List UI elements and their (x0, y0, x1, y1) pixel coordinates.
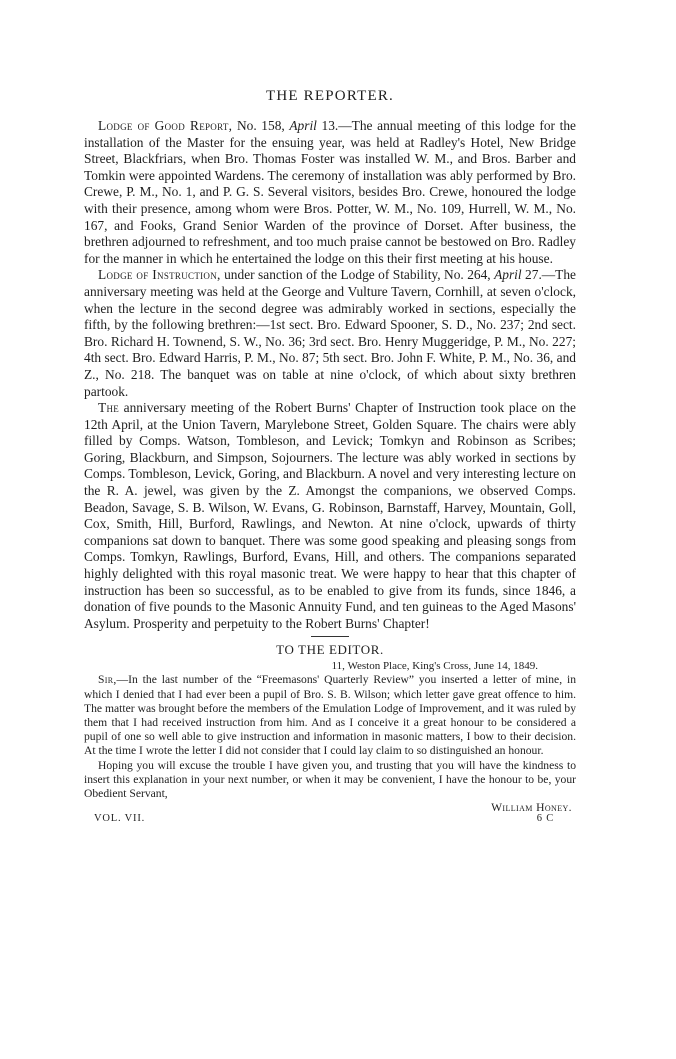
letter-heading: TO THE EDITOR. (276, 642, 384, 658)
volume-number: VOL. VII. (94, 813, 146, 825)
article-lead: The (98, 400, 120, 416)
signature-mark: 6 C (536, 813, 554, 825)
letter-text: —In the last number of the “Freemasons' Quarterly Review” you inserted a letter of mine, in which I denied that I had ever been a pupil of Bro. S. B. Wilson; which letter gave great offence to him. The matter was brought before the members of the Emulation Lodge of Improvement, and it was ruled by them that I had received instruction from him. And as I conceive it a great honour to be considered a pupil of one so well able to give instruction and information in masonic matters, I bow to their decision. At the time I wrote the letter I did not consider that I could lay claim to so distinguished an honour. (84, 673, 576, 758)
letter-paragraph (84, 673, 576, 758)
letter-paragraph: Hoping you will excuse the trouble I have given you, and trusting that you will have the kindness to insert this explanation in your next number, or when it may be convenient, I have the honour to be, your Obedient Servant, (84, 758, 576, 801)
article-text: No. 158, (232, 118, 290, 133)
page (84, 88, 576, 827)
article-lodge-of-good-report (84, 118, 576, 267)
section-divider (311, 636, 349, 637)
article-lead: Lodge of Instruction, (98, 267, 221, 283)
article-date: April (289, 118, 317, 133)
running-head: THE REPORTER. (265, 88, 395, 104)
article-text: anniversary meeting of the Robert Burns' Chapter of Instruction took place on the 12th April, at the Union Tavern, Marylebone Street, Golden Square. The chairs were ably filled by Comps. Watson, Tombleson, and Levick; Tomkyn and Robinson as Scribes; Goring, Blackburn, and Simpson, Sojourners. The lecture was ably worked in sections by Comps. Tombleson, Levick, Goring, and Blackburn. A novel and very interesting lecture on the R. A. jewel, was given by the Z. Amongst the companions, we observed Comps. Beadon, Savage, S. B. Wilson, W. Evans, G. Robinson, Barnstaff, Harvey, Mountain, Goll, Cox, Smith, Hill, Burford, Rawlings, and Newton. At nine o'clock, upwards of thirty companions sat down to banquet. There was some good speaking and pleasing songs from Comps. Tomkyn, Rawlings, Burford, Evans, Hill, and others. The companions separated highly delighted with this royal masonic treat. We were happy to hear that this chapter of instruction has been so successful, as to be enabled to give from its funds, since 1846, a donation of five pounds to the Masonic Annuity Fund, and ten guineas to the Aged Masons' Asylum. Prosperity and perpetuity to the Robert Burns' Chapter! (84, 400, 576, 631)
letter-signature: William Honey. (491, 801, 572, 815)
page-footer (84, 813, 576, 827)
article-text: 27.—The anniversary meeting was held at the George and Vulture Tavern, Cornhill, at seven o'clock, when the lecture in the second degree was admirably worked in sections, especially the fifth, by the following brethren:—1st sect. Bro. Edward Spooner, S. D., No. 237; 2nd sect. Bro. Richard H. Townend, S. W., No. 36; 3rd sect. Bro. Henry Muggeridge, P. M., No. 227; 4th sect. Bro. Edward Harris, P. M., No. 87; 5th sect. Bro. John F. White, P. M., No. 36, and Z., No. 218. The banquet was on table at nine o'clock, of which about sixty brethren partook. (84, 267, 576, 399)
article-lead: Lodge of Good Report, (98, 118, 233, 133)
letter-salutation: Sir, (98, 673, 117, 687)
article-lodge-of-instruction (84, 267, 576, 400)
article-text: under sanction of the Lodge of Stability, No. 264, (220, 267, 495, 283)
article-robert-burns-chapter (84, 400, 576, 632)
article-text: 13.—The annual meeting of this lodge for the installation of the Master for the ensuing year, was held at Radley's Hotel, New Bridge Street, Blackfriars, when Bro. Thomas Foster was installed W. M., and Bros. Barber and Tomkin were appointed Wardens. The ceremony of installation was ably performed by Bro. Crewe, P. M., No. 1, and P. G. S. Several visitors, besides Bro. Crewe, honoured the lodge with their presence, among whom were Bros. Potter, W. M., No. 109, Hurrell, W. M., No. 167, and Fooks, Grand Senior Warden of the province of Dorset. After business, the brethren adjourned to refreshment, and too much praise cannot be bestowed on Bro. Radley for the manner in which he entertained the lodge on this their first meeting at his house. (84, 118, 576, 266)
letter-dateline: 11, Weston Place, King's Cross, June 14, 1849. (331, 660, 538, 673)
article-date: April (494, 267, 522, 283)
